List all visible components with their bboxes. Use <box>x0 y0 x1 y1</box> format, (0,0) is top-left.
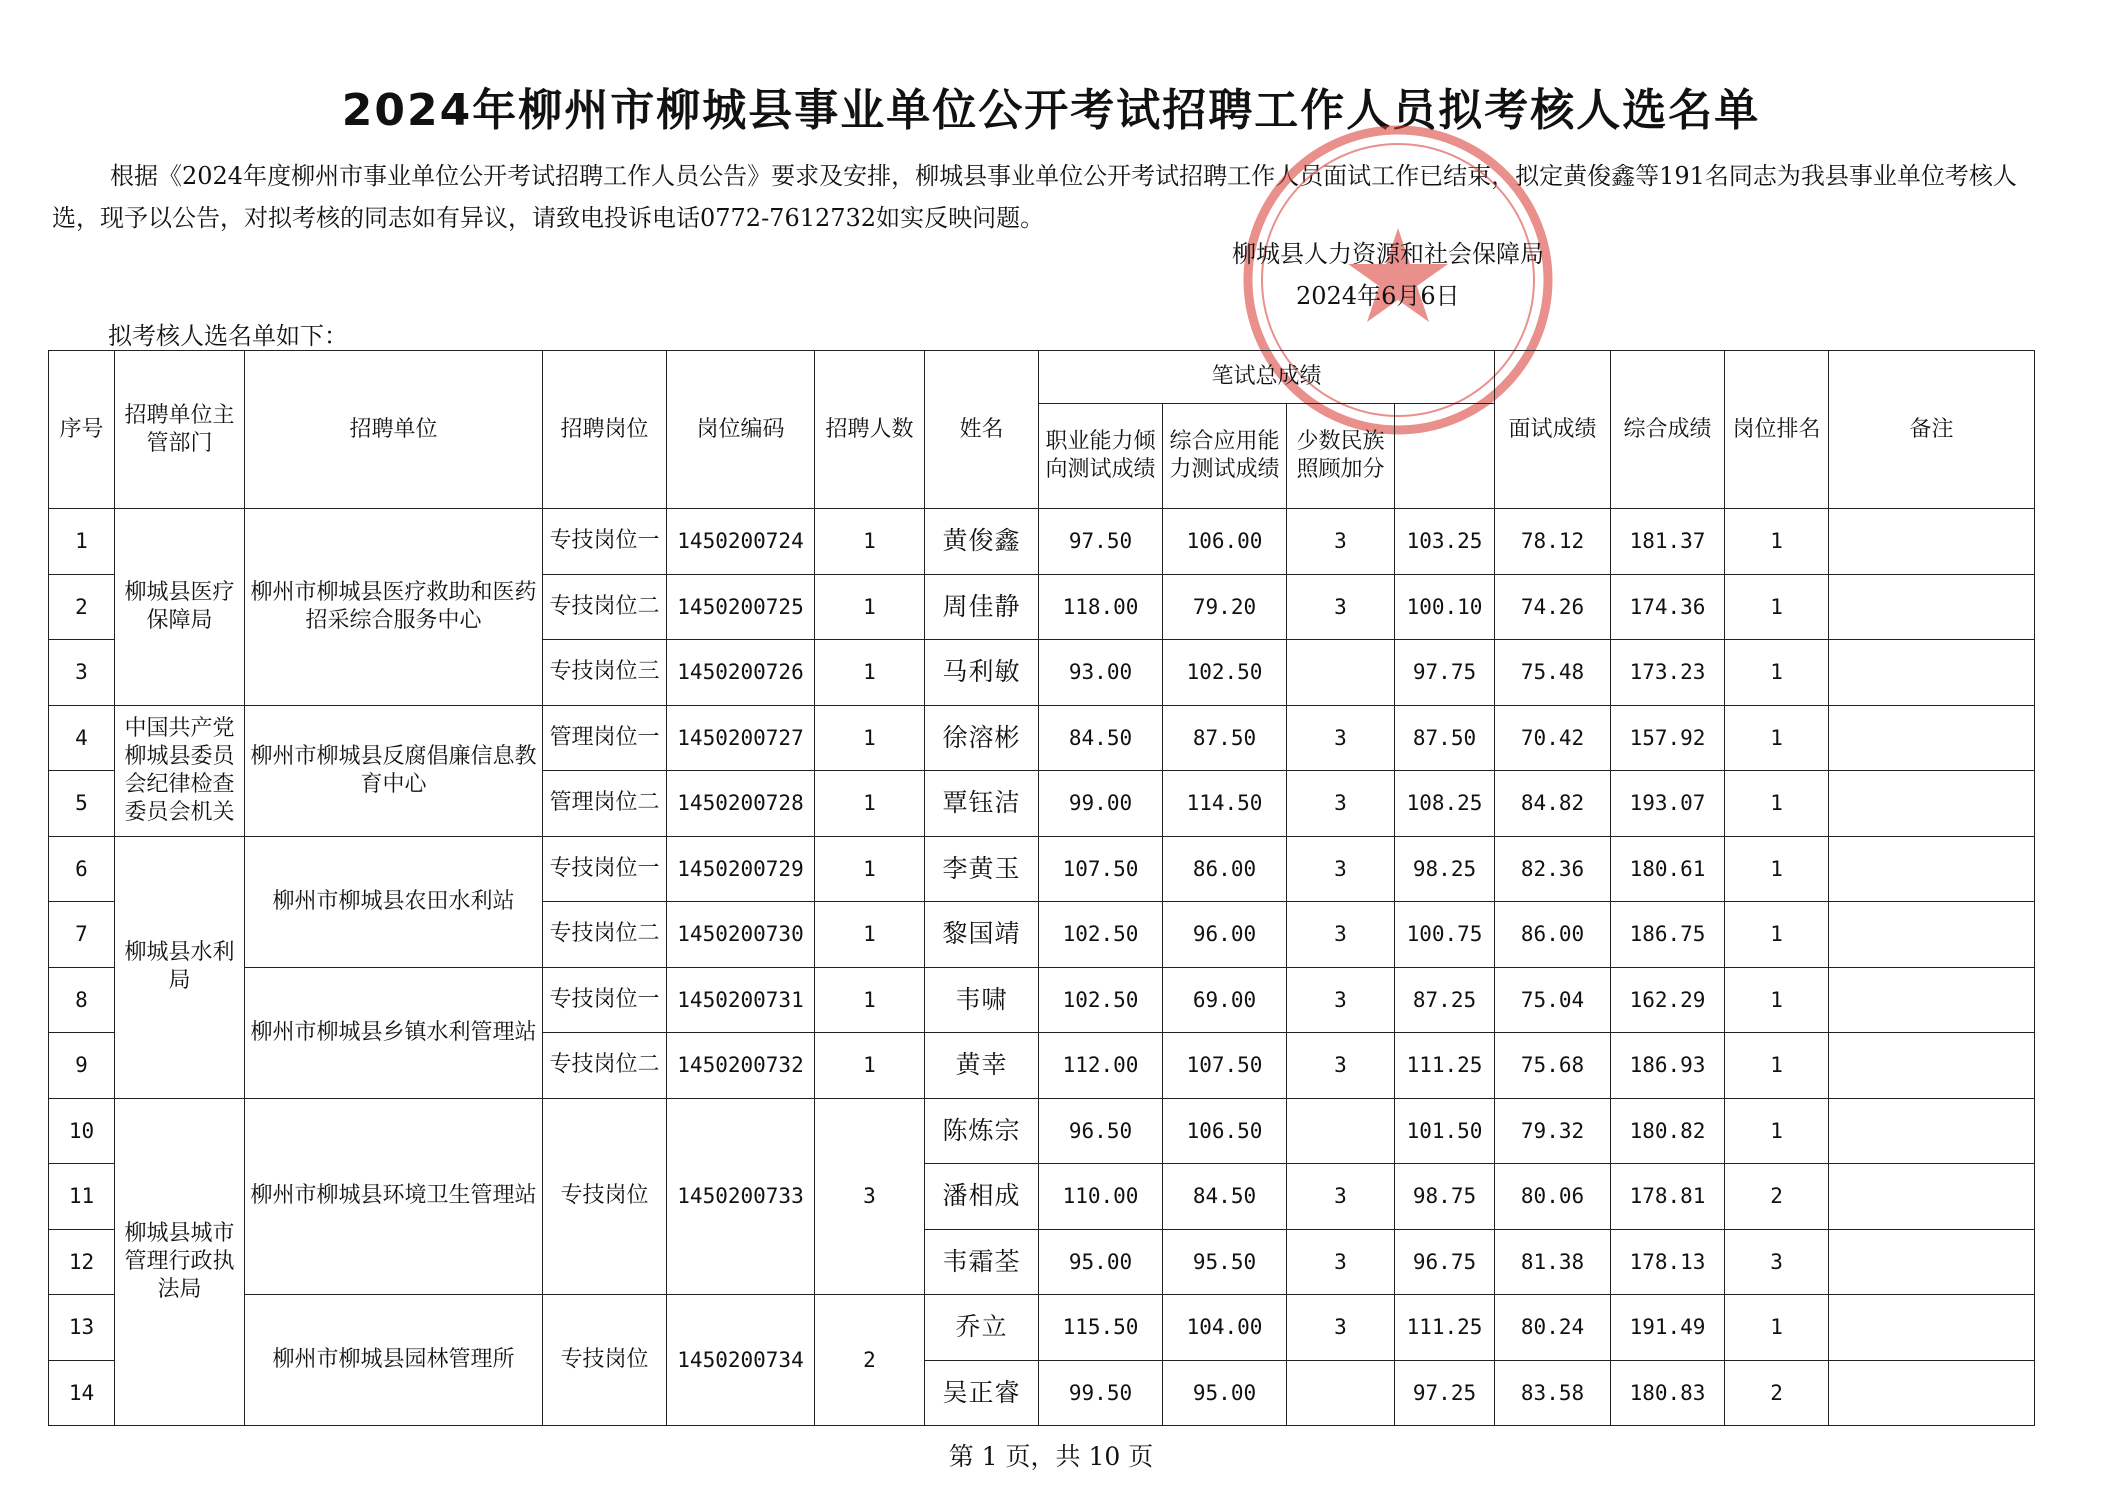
cell-seq: 13 <box>49 1295 115 1361</box>
cell-note <box>1829 967 2035 1033</box>
cell-overall: 180.82 <box>1611 1098 1725 1164</box>
cell-post: 专技岗位 <box>543 1295 667 1426</box>
cell-overall: 186.75 <box>1611 902 1725 968</box>
cell-code: 1450200733 <box>667 1098 815 1295</box>
cell-rank: 2 <box>1725 1360 1829 1426</box>
header-bonus: 少数民族照顾加分 <box>1287 404 1395 509</box>
cell-interview: 75.48 <box>1495 640 1611 706</box>
header-written-group: 笔试总成绩 <box>1039 351 1495 404</box>
cell-unit: 柳州市柳城县乡镇水利管理站 <box>245 967 543 1098</box>
issue-date: 2024年6月6日 <box>1296 282 1460 310</box>
page-footer: 第 1 页，共 10 页 <box>948 1442 1154 1471</box>
cell-code: 1450200729 <box>667 836 815 902</box>
cell-name: 李黄玉 <box>925 836 1039 902</box>
cell-bonus: 3 <box>1287 902 1395 968</box>
cell-bonus: 3 <box>1287 705 1395 771</box>
cell-applied: 79.20 <box>1163 574 1287 640</box>
cell-name: 乔立 <box>925 1295 1039 1361</box>
cell-applied: 69.00 <box>1163 967 1287 1033</box>
cell-dept: 柳城县医疗保障局 <box>115 509 245 706</box>
cell-overall: 180.61 <box>1611 836 1725 902</box>
cell-applied: 102.50 <box>1163 640 1287 706</box>
cell-post: 专技岗位二 <box>543 574 667 640</box>
cell-interview: 84.82 <box>1495 771 1611 837</box>
cell-quota: 1 <box>815 705 925 771</box>
candidate-table <box>48 350 2035 1426</box>
cell-written: 98.25 <box>1395 836 1495 902</box>
cell-aptitude: 110.00 <box>1039 1164 1163 1230</box>
cell-rank: 1 <box>1725 902 1829 968</box>
cell-bonus: 3 <box>1287 836 1395 902</box>
cell-interview: 86.00 <box>1495 902 1611 968</box>
cell-note <box>1829 1360 2035 1426</box>
cell-unit: 柳州市柳城县环境卫生管理站 <box>245 1098 543 1295</box>
header-code: 岗位编码 <box>667 351 815 509</box>
cell-written: 111.25 <box>1395 1295 1495 1361</box>
cell-aptitude: 118.00 <box>1039 574 1163 640</box>
cell-rank: 1 <box>1725 509 1829 575</box>
cell-bonus: 3 <box>1287 1033 1395 1099</box>
cell-overall: 181.37 <box>1611 509 1725 575</box>
cell-overall: 157.92 <box>1611 705 1725 771</box>
cell-applied: 104.00 <box>1163 1295 1287 1361</box>
cell-quota: 3 <box>815 1098 925 1295</box>
header-note: 备注 <box>1829 351 2035 509</box>
cell-written: 100.75 <box>1395 902 1495 968</box>
cell-interview: 75.68 <box>1495 1033 1611 1099</box>
cell-quota: 1 <box>815 640 925 706</box>
cell-interview: 80.24 <box>1495 1295 1611 1361</box>
cell-note <box>1829 1229 2035 1295</box>
cell-aptitude: 112.00 <box>1039 1033 1163 1099</box>
cell-rank: 1 <box>1725 1033 1829 1099</box>
cell-overall: 178.13 <box>1611 1229 1725 1295</box>
cell-name: 吴正睿 <box>925 1360 1039 1426</box>
cell-applied: 107.50 <box>1163 1033 1287 1099</box>
cell-applied: 96.00 <box>1163 902 1287 968</box>
header-written-total <box>1395 404 1495 509</box>
cell-rank: 1 <box>1725 1098 1829 1164</box>
cell-name: 黄幸 <box>925 1033 1039 1099</box>
header-name: 姓名 <box>925 351 1039 509</box>
announcement-paragraph: 根据《2024年度柳州市事业单位公开考试招聘工作人员公告》要求及安排，柳城县事业单位公开考试招聘工作人员面试工作已结束，拟定黄俊鑫等191名同志为我县事业单位考核人选，现予以公告，对拟考核的同志如有异议，请致电投诉电话0772-7612732如实反映问题。 <box>52 162 2017 232</box>
cell-written: 96.75 <box>1395 1229 1495 1295</box>
cell-bonus: 3 <box>1287 509 1395 575</box>
cell-seq: 6 <box>49 836 115 902</box>
cell-dept: 中国共产党柳城县委员会纪律检查委员会机关 <box>115 705 245 836</box>
cell-interview: 81.38 <box>1495 1229 1611 1295</box>
cell-rank: 1 <box>1725 640 1829 706</box>
cell-applied: 106.00 <box>1163 509 1287 575</box>
cell-bonus <box>1287 1360 1395 1426</box>
header-overall: 综合成绩 <box>1611 351 1725 509</box>
cell-code: 1450200724 <box>667 509 815 575</box>
cell-quota: 1 <box>815 509 925 575</box>
cell-bonus <box>1287 1098 1395 1164</box>
cell-quota: 1 <box>815 1033 925 1099</box>
cell-post: 专技岗位一 <box>543 836 667 902</box>
cell-dept: 柳城县城市管理行政执法局 <box>115 1098 245 1426</box>
cell-applied: 95.50 <box>1163 1229 1287 1295</box>
cell-written: 103.25 <box>1395 509 1495 575</box>
cell-rank: 2 <box>1725 1164 1829 1230</box>
cell-overall: 173.23 <box>1611 640 1725 706</box>
table-row <box>49 705 2035 771</box>
cell-seq: 14 <box>49 1360 115 1426</box>
cell-note <box>1829 1295 2035 1361</box>
cell-applied: 84.50 <box>1163 1164 1287 1230</box>
cell-interview: 74.26 <box>1495 574 1611 640</box>
cell-name: 覃钰洁 <box>925 771 1039 837</box>
cell-bonus: 3 <box>1287 1229 1395 1295</box>
cell-applied: 87.50 <box>1163 705 1287 771</box>
cell-quota: 1 <box>815 902 925 968</box>
cell-aptitude: 84.50 <box>1039 705 1163 771</box>
cell-seq: 9 <box>49 1033 115 1099</box>
cell-quota: 1 <box>815 967 925 1033</box>
cell-quota: 2 <box>815 1295 925 1426</box>
cell-written: 97.75 <box>1395 640 1495 706</box>
cell-note <box>1829 705 2035 771</box>
cell-rank: 3 <box>1725 1229 1829 1295</box>
cell-code: 1450200734 <box>667 1295 815 1426</box>
cell-name: 黄俊鑫 <box>925 509 1039 575</box>
cell-name: 徐溶彬 <box>925 705 1039 771</box>
cell-seq: 4 <box>49 705 115 771</box>
cell-note <box>1829 640 2035 706</box>
cell-aptitude: 102.50 <box>1039 902 1163 968</box>
header-unit: 招聘单位 <box>245 351 543 509</box>
cell-bonus <box>1287 640 1395 706</box>
cell-written: 87.25 <box>1395 967 1495 1033</box>
cell-overall: 178.81 <box>1611 1164 1725 1230</box>
cell-bonus: 3 <box>1287 771 1395 837</box>
list-intro: 拟考核人选名单如下： <box>108 322 348 350</box>
cell-aptitude: 107.50 <box>1039 836 1163 902</box>
cell-seq: 7 <box>49 902 115 968</box>
cell-aptitude: 102.50 <box>1039 967 1163 1033</box>
cell-note <box>1829 574 2035 640</box>
cell-post: 管理岗位二 <box>543 771 667 837</box>
header-aptitude: 职业能力倾向测试成绩 <box>1039 404 1163 509</box>
cell-seq: 5 <box>49 771 115 837</box>
cell-interview: 82.36 <box>1495 836 1611 902</box>
cell-post: 管理岗位一 <box>543 705 667 771</box>
cell-interview: 75.04 <box>1495 967 1611 1033</box>
cell-overall: 174.36 <box>1611 574 1725 640</box>
cell-unit: 柳州市柳城县医疗救助和医药招采综合服务中心 <box>245 509 543 706</box>
table-row <box>49 509 2035 575</box>
table-row <box>49 1098 2035 1164</box>
cell-aptitude: 99.00 <box>1039 771 1163 837</box>
issuer-name: 柳城县人力资源和社会保障局 <box>1232 240 1544 268</box>
cell-name: 潘相成 <box>925 1164 1039 1230</box>
cell-interview: 83.58 <box>1495 1360 1611 1426</box>
cell-interview: 70.42 <box>1495 705 1611 771</box>
cell-written: 98.75 <box>1395 1164 1495 1230</box>
cell-name: 陈炼宗 <box>925 1098 1039 1164</box>
cell-note <box>1829 902 2035 968</box>
cell-code: 1450200731 <box>667 967 815 1033</box>
table-row <box>49 1295 2035 1361</box>
cell-overall: 180.83 <box>1611 1360 1725 1426</box>
cell-name: 马利敏 <box>925 640 1039 706</box>
cell-code: 1450200725 <box>667 574 815 640</box>
cell-note <box>1829 1164 2035 1230</box>
cell-bonus: 3 <box>1287 574 1395 640</box>
cell-code: 1450200730 <box>667 902 815 968</box>
cell-aptitude: 96.50 <box>1039 1098 1163 1164</box>
cell-applied: 106.50 <box>1163 1098 1287 1164</box>
cell-rank: 1 <box>1725 967 1829 1033</box>
cell-overall: 191.49 <box>1611 1295 1725 1361</box>
cell-aptitude: 97.50 <box>1039 509 1163 575</box>
header-interview: 面试成绩 <box>1495 351 1611 509</box>
cell-seq: 12 <box>49 1229 115 1295</box>
header-quota: 招聘人数 <box>815 351 925 509</box>
cell-post: 专技岗位二 <box>543 1033 667 1099</box>
cell-rank: 1 <box>1725 771 1829 837</box>
cell-rank: 1 <box>1725 574 1829 640</box>
header-seq: 序号 <box>49 351 115 509</box>
header-rank: 岗位排名 <box>1725 351 1829 509</box>
cell-note <box>1829 836 2035 902</box>
cell-rank: 1 <box>1725 705 1829 771</box>
cell-written: 87.50 <box>1395 705 1495 771</box>
cell-seq: 11 <box>49 1164 115 1230</box>
cell-note <box>1829 1098 2035 1164</box>
cell-overall: 162.29 <box>1611 967 1725 1033</box>
cell-rank: 1 <box>1725 836 1829 902</box>
cell-aptitude: 99.50 <box>1039 1360 1163 1426</box>
cell-name: 韦霜荃 <box>925 1229 1039 1295</box>
header-dept: 招聘单位主管部门 <box>115 351 245 509</box>
header-post: 招聘岗位 <box>543 351 667 509</box>
cell-quota: 1 <box>815 574 925 640</box>
table-row <box>49 967 2035 1033</box>
cell-name: 韦啸 <box>925 967 1039 1033</box>
cell-note <box>1829 509 2035 575</box>
cell-applied: 86.00 <box>1163 836 1287 902</box>
cell-code: 1450200728 <box>667 771 815 837</box>
cell-aptitude: 93.00 <box>1039 640 1163 706</box>
cell-bonus: 3 <box>1287 967 1395 1033</box>
cell-interview: 78.12 <box>1495 509 1611 575</box>
cell-written: 100.10 <box>1395 574 1495 640</box>
cell-interview: 79.32 <box>1495 1098 1611 1164</box>
cell-unit: 柳州市柳城县反腐倡廉信息教育中心 <box>245 705 543 836</box>
cell-seq: 2 <box>49 574 115 640</box>
cell-seq: 3 <box>49 640 115 706</box>
cell-note <box>1829 771 2035 837</box>
cell-seq: 8 <box>49 967 115 1033</box>
document-title: 2024年柳州市柳城县事业单位公开考试招聘工作人员拟考核人选名单 <box>341 85 1761 136</box>
cell-post: 专技岗位三 <box>543 640 667 706</box>
cell-applied: 95.00 <box>1163 1360 1287 1426</box>
cell-written: 101.50 <box>1395 1098 1495 1164</box>
cell-post: 专技岗位一 <box>543 967 667 1033</box>
header-applied: 综合应用能力测试成绩 <box>1163 404 1287 509</box>
cell-name: 黎国靖 <box>925 902 1039 968</box>
cell-bonus: 3 <box>1287 1164 1395 1230</box>
cell-unit: 柳州市柳城县园林管理所 <box>245 1295 543 1426</box>
cell-code: 1450200732 <box>667 1033 815 1099</box>
cell-aptitude: 115.50 <box>1039 1295 1163 1361</box>
cell-unit: 柳州市柳城县农田水利站 <box>245 836 543 967</box>
cell-code: 1450200727 <box>667 705 815 771</box>
cell-overall: 186.93 <box>1611 1033 1725 1099</box>
cell-post: 专技岗位 <box>543 1098 667 1295</box>
cell-dept: 柳城县水利局 <box>115 836 245 1098</box>
cell-aptitude: 95.00 <box>1039 1229 1163 1295</box>
cell-post: 专技岗位二 <box>543 902 667 968</box>
table-row <box>49 836 2035 902</box>
cell-name: 周佳静 <box>925 574 1039 640</box>
cell-applied: 114.50 <box>1163 771 1287 837</box>
cell-post: 专技岗位一 <box>543 509 667 575</box>
cell-code: 1450200726 <box>667 640 815 706</box>
cell-seq: 10 <box>49 1098 115 1164</box>
cell-rank: 1 <box>1725 1295 1829 1361</box>
cell-quota: 1 <box>815 836 925 902</box>
cell-overall: 193.07 <box>1611 771 1725 837</box>
cell-seq: 1 <box>49 509 115 575</box>
cell-interview: 80.06 <box>1495 1164 1611 1230</box>
cell-quota: 1 <box>815 771 925 837</box>
cell-written: 111.25 <box>1395 1033 1495 1099</box>
cell-written: 97.25 <box>1395 1360 1495 1426</box>
cell-note <box>1829 1033 2035 1099</box>
cell-written: 108.25 <box>1395 771 1495 837</box>
cell-bonus: 3 <box>1287 1295 1395 1361</box>
